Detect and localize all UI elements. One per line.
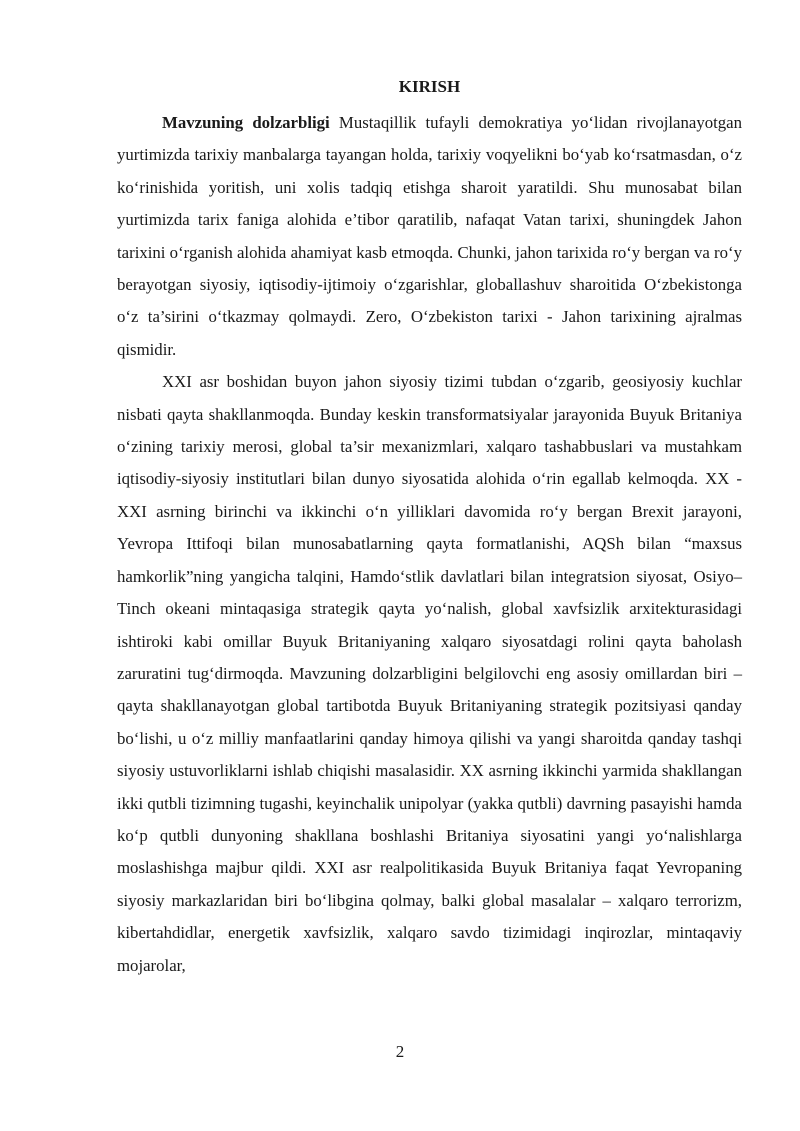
- document-page: [117, 76, 742, 982]
- paragraph-text: Mustaqillik tufayli demokratiya yo‘lidan rivojlanayotgan yurtimizda tarixiy manbalarga tayangan holda, tarixiy voqyelikni bo‘yab ko‘rsatmasdan, o‘z ko‘rinishida yoritish, uni xolis tadqiq etishga sharoit yaratildi. Shu munosabat bilan yurtimizda tarix faniga alohida e’tibor qaratilib, nafaqat Vatan tarixi, shuningdek Jahon tarixini o‘rganish alohida ahamiyat kasb etmoqda. Chunki, jahon tarixida ro‘y bergan va ro‘y berayotgan siyosiy, iqtisodiy-ijtimoiy o‘zgarishlar, globallashuv sharoitida O‘zbekistonga o‘z ta’sirini o‘tkazmay qolmaydi. Zero, O‘zbekiston tarixi - Jahon tarixining ajralmas qismidir.: [117, 113, 742, 359]
- page-number: 2: [395, 1042, 405, 1061]
- paragraph-relevance: [117, 107, 742, 366]
- paragraph-context: [117, 366, 742, 982]
- section-heading: KIRISH: [398, 77, 461, 96]
- paragraph-lead: Mavzuning dolzarbligi: [162, 113, 330, 132]
- paragraph-text: XXI asr boshidan buyon jahon siyosiy tizimi tubdan o‘zgarib, geosiyosiy kuchlar nisbati qayta shakllanmoqda. Bunday keskin transformatsiyalar jarayonida Buyuk Britaniya o‘zining tarixiy merosi, global ta’sir mexanizmlari, xalqaro tashabbuslari va mustahkam iqtisodiy-siyosiy institutlari bilan dunyo siyosatida alohida o‘rin egallab kelmoqda. XX - XXI asrning birinchi va ikkinchi o‘n yilliklari davomida ro‘y bergan Brexit jarayoni, Yevropa Ittifoqi bilan munosabatlarning qayta formatlanishi, AQSh bilan “maxsus hamkorlik”ning yangicha talqini, Hamdo‘stlik davlatlari bilan integratsion siyosat, Osiyo–Tinch okeani mintaqasiga strategik qayta yo‘nalish, global xavfsizlik arxitekturasidagi ishtiroki kabi omillar Buyuk Britaniyaning xalqaro siyosatdagi rolini qayta baholash zaruratini tug‘dirmoqda. Mavzuning dolzarbligini belgilovchi eng asosiy omillardan biri – qayta shakllanayotgan global tartibotda Buyuk Britaniyaning strategik pozitsiyasi qanday bo‘lishi, u o‘z milliy manfaatlarini qanday himoya qilishi va yangi sharoitda qanday tashqi siyosiy ustuvorliklarni ishlab chiqishi masalasidir. XX asrning ikkinchi yarmida shakllangan ikki qutbli tizimning tugashi, keyinchalik unipolyar (yakka qutbli) davrning pasayishi hamda ko‘p qutbli dunyoning shakllana boshlashi Britaniya siyosatini yangi yo‘nalishlarga moslashishga majbur qildi. XXI asr realpolitikasida Buyuk Britaniya faqat Yevropaning siyosiy markazlaridan biri bo‘libgina qolmay, balki global masalalar – xalqaro terrorizm, kibertahdidlar, energetik xavfsizlik, xalqaro savdo tizimidagi inqirozlar, mintaqaviy mojarolar,: [117, 372, 742, 975]
